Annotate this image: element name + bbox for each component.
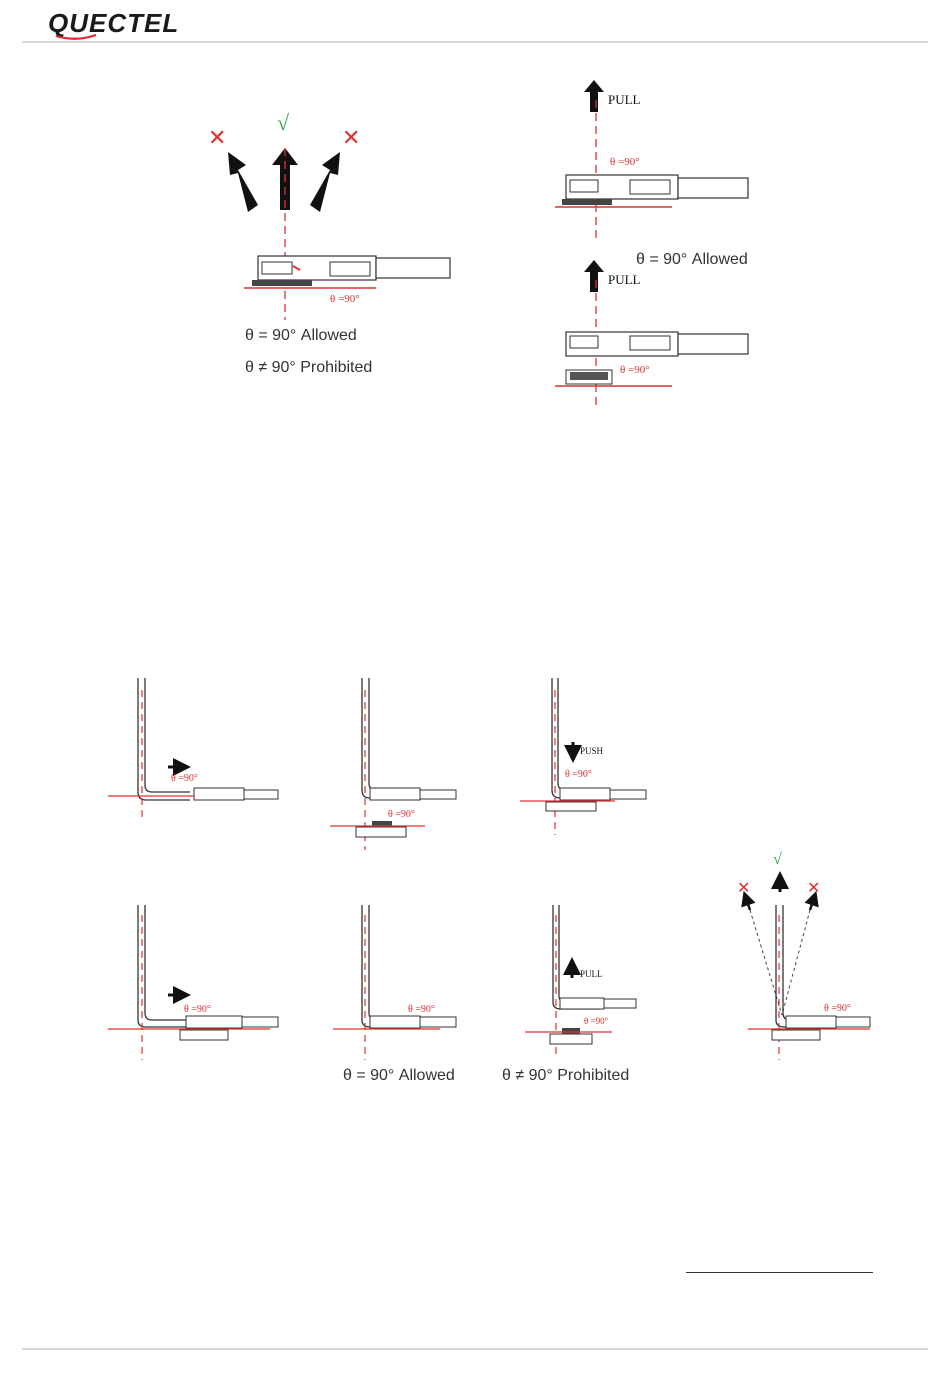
pull-label: PULL [608,272,641,287]
angle-label: θ =90° [584,1016,609,1026]
angle-label: θ =90° [184,1004,211,1015]
caption-allowed: θ = 90° Allowed [245,327,357,344]
angle-label: θ =90° [171,773,198,784]
angle-label: θ =90° [824,1003,851,1014]
cross-mark: ✕ [737,880,751,897]
fig2-diagram-1 [108,678,278,820]
cross-mark: ✕ [342,125,361,150]
caption-allowed: θ = 90° Allowed [343,1067,455,1084]
angle-label: θ =90° [330,293,360,305]
caption-prohibited: θ ≠ 90° Prohibited [245,359,373,376]
fig2-diagram-5 [333,905,456,1060]
fig2-diagram-4 [108,905,278,1060]
logo-text: QUECTEL [48,8,180,38]
cross-mark: ✕ [807,880,821,897]
fig2-diagram-2 [330,678,456,850]
caption-allowed: θ = 90° Allowed [636,251,748,268]
check-mark: √ [277,110,290,135]
angle-label: θ =90° [610,156,640,168]
cross-mark: ✕ [208,125,227,150]
pull-label: PULL [608,92,641,107]
angle-label: θ =90° [388,809,415,820]
angle-label: θ =90° [565,769,592,780]
caption-prohibited: θ ≠ 90° Prohibited [502,1067,630,1084]
angle-label: θ =90° [408,1004,435,1015]
fig1-left-diagram [208,110,450,320]
fig1-right-diagram [555,80,748,405]
footer-divider [22,1348,928,1350]
footnote-rule [686,1272,873,1273]
fig2-diagram-6 [525,905,636,1055]
angle-label: θ =90° [620,364,650,376]
check-mark: √ [773,851,782,868]
push-label: PUSH [580,746,604,756]
pull-label: PULL [580,969,603,979]
fig2-diagram-3 [520,678,646,835]
fig2-diagram-7 [737,851,870,1060]
